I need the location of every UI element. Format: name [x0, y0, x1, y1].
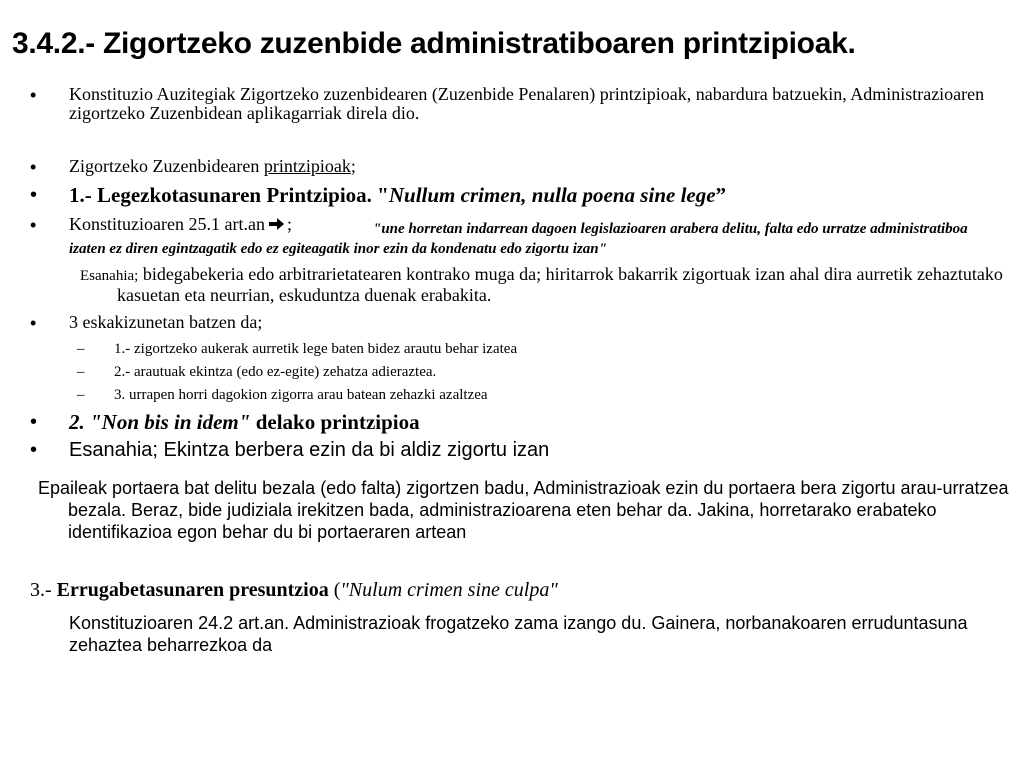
- meaning-1-label: Esanahia;: [80, 268, 139, 284]
- heading-presumption: [30, 579, 558, 601]
- principles-prefix: Zigortzeko Zuzenbidearen: [69, 156, 264, 176]
- legality-label: 1.- Legezkotasunaren Printzipioa. ": [69, 183, 389, 207]
- requirement-3: 3. urrapen horri dagokion zigorra arau batean zehazki azaltzea: [114, 387, 488, 403]
- heading-non-bis: [69, 411, 420, 434]
- page-title: 3.4.2.- Zigortzeko zuzenbide administratiboaren printzipioak.: [12, 27, 856, 60]
- paragraph-article-24: Konstituzioaren 24.2 art.an. Administrazioak frogatzeko zama izango du. Gainera, norbanakoaren erruduntasuna zehaztea beharrezkoa da: [69, 613, 968, 655]
- paragraph-requirements: 3 eskakizunetan batzen da;: [69, 312, 263, 332]
- principles-suffix: ;: [350, 156, 356, 176]
- presumption-latin: "Nulum crimen sine culpa": [340, 579, 558, 601]
- paragraph-principles: [69, 157, 356, 176]
- dash-icon: –: [77, 364, 85, 380]
- dash-icon: –: [77, 387, 85, 403]
- requirement-1: 1.- zigortzeko aukerak aurretik lege baten bidez arautu behar izatea: [114, 341, 518, 357]
- presumption-paren: (: [328, 579, 341, 601]
- article-25-quote: "une horretan indarrean dagoen legislazioaren arabera delitu, falta edo urratze administratiboa izaten ez diren egintzagatik edo ez egiteagatik inor ezin da kondenatu edo zigortu izan": [69, 221, 968, 257]
- paragraph-meaning-1: [80, 265, 1024, 305]
- bullet-icon: •: [30, 411, 38, 433]
- bullet-icon: •: [30, 157, 37, 177]
- article-25-semicolon: ;: [286, 214, 292, 234]
- non-bis-rest: delako printzipioa: [250, 410, 420, 434]
- paragraph-meaning-2: Esanahia; Ekintza berbera ezin da bi aldiz zigortu izan: [69, 439, 550, 461]
- bullet-icon: •: [30, 85, 37, 105]
- legality-closequote: ”: [715, 183, 727, 207]
- paragraph-intro: Konstituzio Auzitegiak Zigortzeko zuzenbidearen (Zuzenbide Penalaren) printzipioak, nabardura batzuekin, Administrazioaren zigortzeko Zuzenbidean aplikagarriak direla dio.: [69, 84, 985, 123]
- non-bis-latin: 2. "Non bis in idem": [69, 410, 251, 434]
- article-25-label: Konstituzioaren 25.1 art.an: [69, 214, 265, 234]
- principles-link[interactable]: printzipioak: [263, 156, 351, 176]
- presumption-number: 3.-: [30, 579, 57, 601]
- paragraph-judge: Epaileak portaera bat delitu bezala (edo falta) zigortzen badu, Administrazioak ezin du portaera bera zigortu arau-urratzea bezala. Beraz, bide judiziala irekitzen bada, administrazioarena eten behar da. Jakina, horretarako erabateko identifikazioa egon behar du bi portaeraren artean: [38, 478, 1009, 542]
- bullet-icon: •: [30, 439, 38, 461]
- dash-icon: –: [77, 341, 85, 357]
- bullet-icon: •: [30, 313, 37, 333]
- bullet-icon: •: [30, 215, 37, 235]
- meaning-1-text: bidegabekeria edo arbitrarietatearen kontrako muga da; hiritarrok bakarrik zigortuak izan ahal dira aurretik zehaztutako kasuetan eta neurrian, eskuduntza duenak erabakita.: [117, 264, 1003, 305]
- legality-latin: Nullum crimen, nulla poena sine lege: [388, 183, 716, 207]
- presumption-label: Errugabetasunaren presuntzioa: [56, 579, 329, 601]
- requirement-2: 2.- arautuak ekintza (edo ez-egite) zehatza adieraztea.: [114, 364, 437, 380]
- heading-legality: [69, 184, 726, 207]
- bullet-icon: •: [30, 184, 38, 206]
